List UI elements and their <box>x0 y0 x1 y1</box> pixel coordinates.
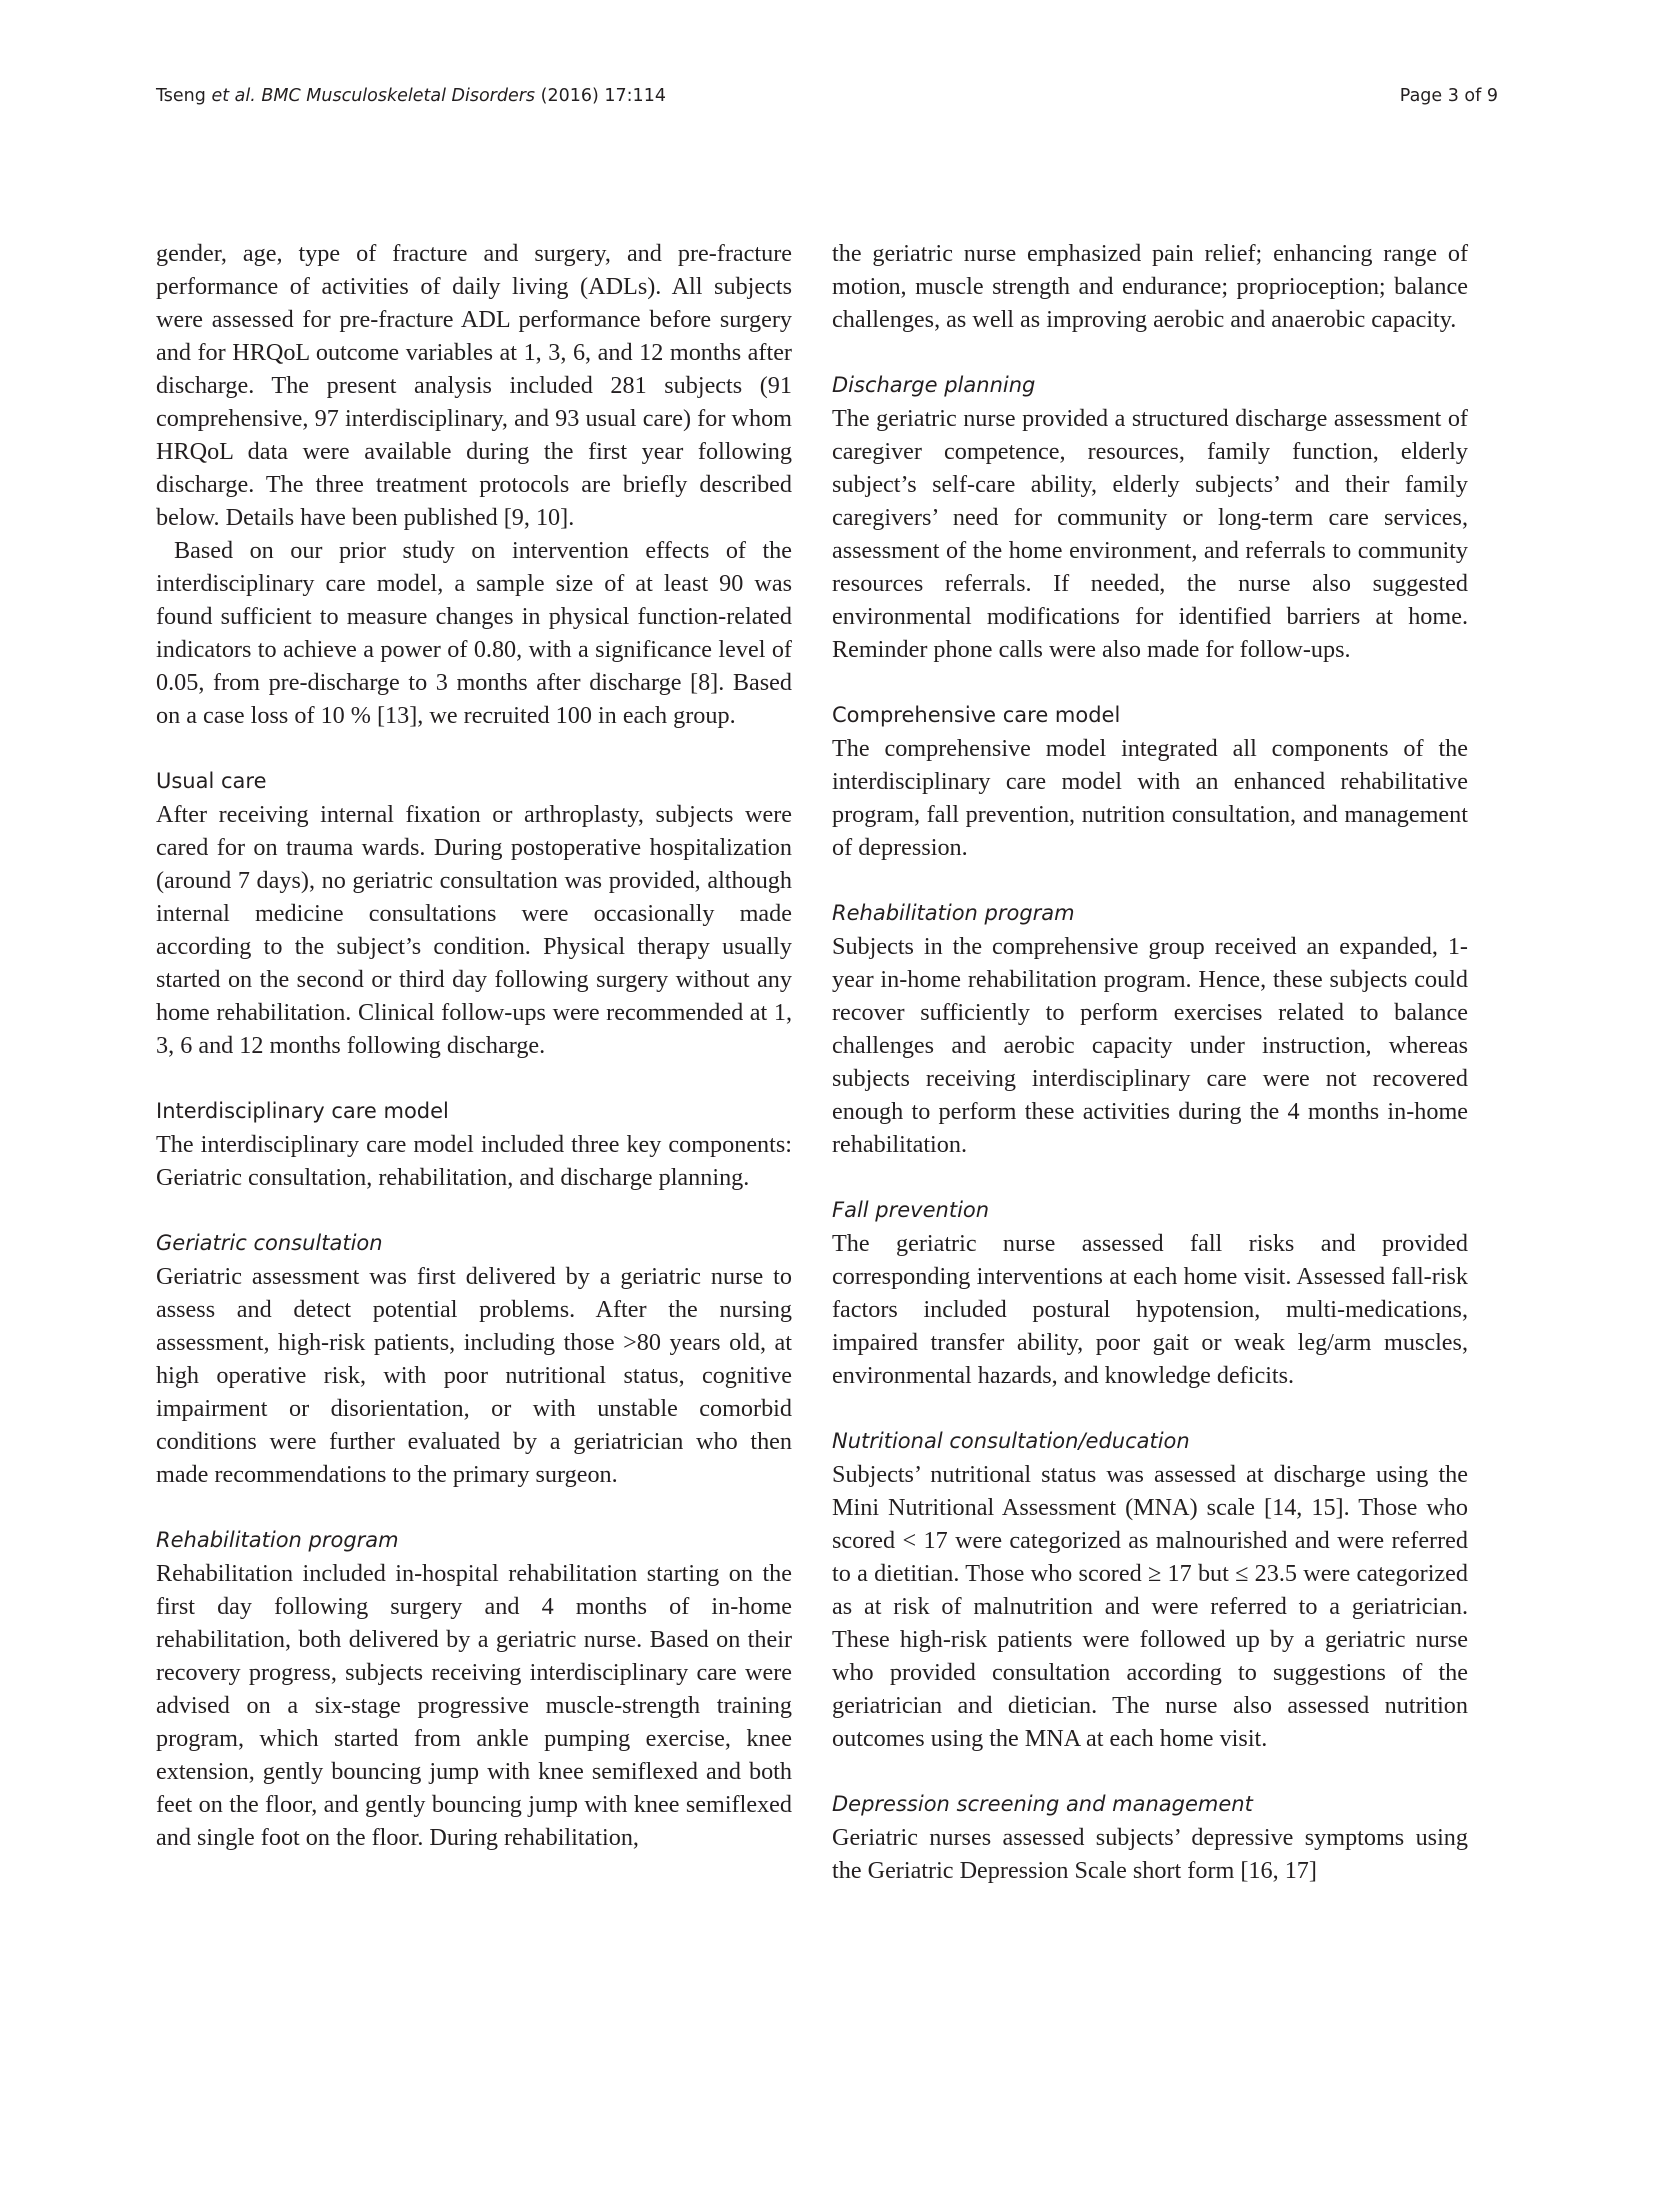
heading-interdisciplinary-care: Interdisciplinary care model <box>156 1099 449 1123</box>
subheading-rehabilitation-program-comprehensive: Rehabilitation program <box>832 901 1075 925</box>
header-journal: BMC Musculoskeletal Disorders <box>261 86 536 106</box>
paragraph-usual-care: After receiving internal fixation or arthroplasty, subjects were cared for on trauma wards. During postoperative hospitalization (around 7 days), no geriatric consultation was provided, although internal medicine consultations were occasionally made according to the subject’s condition. Physical therapy usually started on the second or third day following surgery without any home rehabilitation. Clinical follow-ups were recommended at 1, 3, 6 and 12 months following discharge. <box>156 801 792 1059</box>
right-column <box>832 237 1468 1887</box>
heading-usual-care: Usual care <box>156 769 267 793</box>
subheading-fall-prevention: Fall prevention <box>832 1198 990 1222</box>
header-etal: et al. <box>211 86 256 106</box>
paragraph-geriatric-consultation: Geriatric assessment was first delivered by a geriatric nurse to assess and detect potential problems. After the nursing assessment, high-risk patients, including those >80 years old, at high operative risk, with poor nutritional status, cognitive impairment or disorientation, or with unstable comorbid conditions were further evaluated by a geriatrician who then made recommendations to the primary surgeon. <box>156 1263 792 1488</box>
subheading-nutritional-consultation: Nutritional consultation/education <box>832 1429 1190 1453</box>
heading-comprehensive-care: Comprehensive care model <box>832 703 1121 727</box>
header-authors: Tseng <box>156 86 212 106</box>
subheading-depression-screening: Depression screening and management <box>832 1792 1253 1816</box>
paragraph-rehab-continued: the geriatric nurse emphasized pain relief; enhancing range of motion, muscle strength and endurance; proprioception; balance challenges, as well as improving aerobic and anaerobic capacity. <box>832 240 1468 333</box>
paragraph-rehabilitation-comprehensive: Subjects in the comprehensive group received an expanded, 1-year in-home rehabilitation program. Hence, these subjects could recover sufficiently to perform exercises related to balance challenges and aerobic capacity under instruction, whereas subjects receiving interdisciplinary care were not recovered enough to perform these activities during the 4 months in-home rehabilitation. <box>832 933 1468 1158</box>
paragraph-depression-screening: Geriatric nurses assessed subjects’ depressive symptoms using the Geriatric Depression Scale short form [16, 17] <box>832 1824 1468 1884</box>
paragraph-discharge-planning: The geriatric nurse provided a structured discharge assessment of caregiver competence, resources, family function, elderly subject’s self-care ability, elderly subjects’ and their family caregivers’ need for community or long-term care services, assessment of the home environment, and referrals to community resources referrals. If needed, the nurse also suggested environmental modifications for identified barriers at home. Reminder phone calls were also made for follow-ups. <box>832 405 1468 663</box>
paragraph-comprehensive-care: The comprehensive model integrated all components of the interdisciplinary care model with an enhanced rehabilitative program, fall prevention, nutrition consultation, and management of depression. <box>832 735 1468 861</box>
running-header <box>156 86 1498 116</box>
header-citation <box>156 86 666 106</box>
paragraph-interdisciplinary-care: The interdisciplinary care model included three key components: Geriatric consultation, rehabilitation, and discharge planning. <box>156 1131 792 1191</box>
paragraph-rehabilitation-program: Rehabilitation included in-hospital rehabilitation starting on the first day following surgery and 4 months of in-home rehabilitation, both delivered by a geriatric nurse. Based on their recovery progress, subjects receiving interdisciplinary care were advised on a six-stage progressive muscle-strength training program, which started from ankle pumping exercise, knee extension, gently bouncing jump with knee semiflexed and both feet on the floor, and gently bouncing jump with knee semiflexed and single foot on the floor. During rehabilitation, <box>156 1560 792 1851</box>
subheading-geriatric-consultation: Geriatric consultation <box>156 1231 383 1255</box>
paragraph-fall-prevention: The geriatric nurse assessed fall risks and provided corresponding interventions at each home visit. Assessed fall-risk factors included postural hypotension, multi-medications, impaired transfer ability, poor gait or weak leg/arm muscles, environmental hazards, and knowledge deficits. <box>832 1230 1468 1389</box>
left-column <box>156 237 792 1854</box>
paragraph-methods-continued: gender, age, type of fracture and surgery, and pre-fracture performance of activities of daily living (ADLs). All subjects were assessed for pre-fracture ADL performance before surgery and for HRQoL outcome variables at 1, 3, 6, and 12 months after discharge. The present analysis included 281 subjects (91 comprehensive, 97 interdisciplinary, and 93 usual care) for whom HRQoL data were available during the first year following discharge. The three treatment protocols are briefly described below. Details have been published [9, 10]. <box>156 240 792 531</box>
subheading-rehabilitation-program: Rehabilitation program <box>156 1528 399 1552</box>
paragraph-sample-size: Based on our prior study on intervention effects of the interdisciplinary care model, a sample size of at least 90 was found sufficient to measure changes in physical function-related indicators to achieve a power of 0.80, with a significance level of 0.05, from pre-discharge to 3 months after discharge [8]. Based on a case loss of 10 % [13], we recruited 100 in each group. <box>156 537 792 729</box>
subheading-discharge-planning: Discharge planning <box>832 373 1036 397</box>
header-volume: (2016) 17:114 <box>540 86 666 106</box>
page-number: Page 3 of 9 <box>1399 86 1498 106</box>
paragraph-nutritional-consultation: Subjects’ nutritional status was assessed at discharge using the Mini Nutritional Assessment (MNA) scale [14, 15]. Those who scored < 17 were categorized as malnourished and were referred to a dietitian. Those who scored ≥ 17 but ≤ 23.5 were categorized as at risk of malnutrition and were referred to a geriatrician. These high-risk patients were followed up by a geriatric nurse who provided consultation according to suggestions of the geriatrician and dietician. The nurse also assessed nutrition outcomes using the MNA at each home visit. <box>832 1461 1468 1752</box>
